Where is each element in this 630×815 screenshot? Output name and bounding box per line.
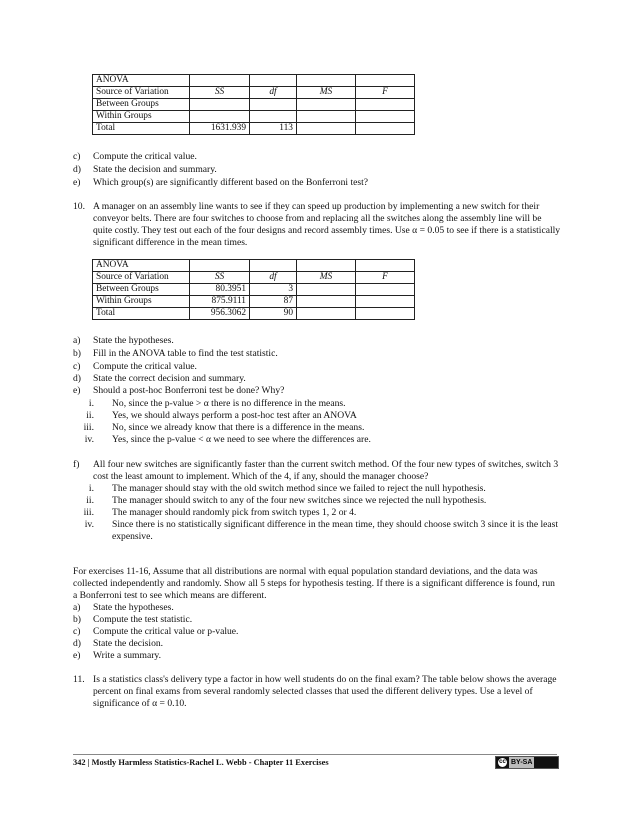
item-text: All four new switches are significantly faster than the current switch method. Of the four new types of switches, switch 3 cost the least amount to implement. Which of the 4, if any, should the manager choose? xyxy=(93,459,559,482)
item-text: Fill in the ANOVA table to find the test statistic. xyxy=(93,348,278,359)
table-header: F xyxy=(356,272,415,284)
anova-table-2 xyxy=(92,259,415,320)
option-text: Since there is no statistically significant difference in the mean time, they should choose switch 3 since it is the least expensive. xyxy=(112,519,559,542)
table-cell: Within Groups xyxy=(93,111,190,123)
table-header: Source of Variation xyxy=(93,87,190,99)
item-text: State the decision and summary. xyxy=(93,164,217,175)
item-label: e) xyxy=(73,385,81,396)
table-cell: 956.3062 xyxy=(190,308,250,320)
footer-divider xyxy=(73,754,557,755)
option-text: No, since the p-value > α there is no difference in the means. xyxy=(112,398,346,409)
question-10 xyxy=(73,201,563,251)
table-cell xyxy=(190,111,250,123)
table-cell: Total xyxy=(93,308,190,320)
table-cell xyxy=(297,284,356,296)
table-cell: Between Groups xyxy=(93,99,190,111)
license-label: BY-SA xyxy=(511,759,533,766)
table-cell: Between Groups xyxy=(93,284,190,296)
item-label: a) xyxy=(73,335,81,346)
item-label: c) xyxy=(73,626,81,637)
table-row xyxy=(93,296,415,308)
item-label: e) xyxy=(73,650,81,661)
item-text: Compute the critical value. xyxy=(93,361,197,372)
table-cell: Total xyxy=(93,123,190,135)
option-text: Yes, since the p-value < α we need to see where the differences are. xyxy=(112,434,371,445)
option-text: No, since we already know that there is a difference in the means. xyxy=(112,422,365,433)
table-row xyxy=(93,99,415,111)
table-cell xyxy=(297,296,356,308)
table-cell: 90 xyxy=(250,308,297,320)
item-label: b) xyxy=(73,348,81,359)
item-label: c) xyxy=(73,361,81,372)
option-text: The manager should randomly pick from switch types 1, 2 or 4. xyxy=(112,507,357,518)
question-number: 11. xyxy=(73,674,85,685)
option-label: iv. xyxy=(84,434,94,445)
table-cell xyxy=(356,296,415,308)
item-text: State the correct decision and summary. xyxy=(93,373,246,384)
table-title: ANOVA xyxy=(93,75,190,87)
table-cell: 80.3951 xyxy=(190,284,250,296)
question-number: 10. xyxy=(73,201,85,212)
anova-table-1 xyxy=(92,74,415,135)
table-cell xyxy=(356,284,415,296)
option-text: The manager should switch to any of the four new switches since we rejected the null hypothesis. xyxy=(112,495,487,506)
item-text: Compute the critical value or p-value. xyxy=(93,626,239,637)
list-item xyxy=(73,459,563,485)
table-row xyxy=(93,308,415,320)
table-cell xyxy=(297,123,356,135)
option-text: The manager should stay with the old switch method since we failed to reject the null hypothesis. xyxy=(112,483,486,494)
table-cell xyxy=(356,123,415,135)
item-text: State the hypotheses. xyxy=(93,335,174,346)
cc-icon: cc xyxy=(499,759,506,765)
option-label: i. xyxy=(88,483,94,494)
table-row xyxy=(93,123,415,135)
table-cell xyxy=(297,99,356,111)
table-header: MS xyxy=(297,87,356,99)
table-cell: 113 xyxy=(250,123,297,135)
option-label: i. xyxy=(88,398,94,409)
item-label: d) xyxy=(73,164,81,175)
item-label: a) xyxy=(73,602,81,613)
intro-paragraph: For exercises 11-16, Assume that all distributions are normal with equal population standard deviations, and the data was collected independently and randomly. Show all 5 steps for hypothesis testing. If there is a significant difference is found, run a Bonferroni test to see which means are different. xyxy=(73,566,555,601)
table-header: SS xyxy=(190,87,250,99)
table-title: ANOVA xyxy=(93,260,190,272)
option-label: iii. xyxy=(83,422,94,433)
item-text: State the decision. xyxy=(93,638,164,649)
table-row xyxy=(93,284,415,296)
option-text: Yes, we should always perform a post-hoc test after an ANOVA xyxy=(112,410,357,421)
table-cell: 1631.939 xyxy=(190,123,250,135)
item-label: c) xyxy=(73,151,81,162)
question-text: Is a statistics class's delivery type a factor in how well students do on the final exam? The table below shows the average percent on final exams from several randomly selected classes that used the different delivery types. Use a level of significance of α = 0.10. xyxy=(93,674,557,709)
table-header: F xyxy=(356,87,415,99)
table-cell xyxy=(356,308,415,320)
option-label: ii. xyxy=(86,410,94,421)
table-cell xyxy=(356,111,415,123)
item-text: Which group(s) are significantly different based on the Bonferroni test? xyxy=(93,177,369,188)
question-11 xyxy=(73,674,563,712)
option-label: iv. xyxy=(84,519,94,530)
table-cell: 87 xyxy=(250,296,297,308)
item-label: b) xyxy=(73,614,81,625)
item-text: Compute the critical value. xyxy=(93,151,197,162)
question-text: A manager on an assembly line wants to see if they can speed up production by implementing a new switch for their conveyor belts. There are four switches to choose from and replacing all the switches along the assembly line will be quite costly. They test out each of the four designs and record assembly times. Use α = 0.05 to see if there is a statistically significant difference in the mean times. xyxy=(93,201,561,248)
item-label: d) xyxy=(73,638,81,649)
table-cell xyxy=(190,99,250,111)
item-text: Should a post-hoc Bonferroni test be done? Why? xyxy=(93,385,285,396)
cc-license-badge xyxy=(495,756,559,769)
table-header: df xyxy=(250,272,297,284)
option-label: iii. xyxy=(83,507,94,518)
table-header: df xyxy=(250,87,297,99)
item-text: Compute the test statistic. xyxy=(93,614,193,625)
table-header: MS xyxy=(297,272,356,284)
table-cell xyxy=(356,99,415,111)
table-cell: 875.9111 xyxy=(190,296,250,308)
table-cell xyxy=(297,111,356,123)
table-cell: 3 xyxy=(250,284,297,296)
item-label: f) xyxy=(73,459,80,470)
table-header: SS xyxy=(190,272,250,284)
table-row xyxy=(93,111,415,123)
item-text: State the hypotheses. xyxy=(93,602,174,613)
item-label: d) xyxy=(73,373,81,384)
page-footer: 342 | Mostly Harmless Statistics-Rachel L. Webb - Chapter 11 Exercises xyxy=(73,758,329,767)
table-header: Source of Variation xyxy=(93,272,190,284)
table-cell xyxy=(297,308,356,320)
table-cell xyxy=(250,99,297,111)
option-label: ii. xyxy=(86,495,94,506)
table-cell xyxy=(250,111,297,123)
item-label: e) xyxy=(73,177,81,188)
table-cell: Within Groups xyxy=(93,296,190,308)
item-text: Write a summary. xyxy=(93,650,161,661)
